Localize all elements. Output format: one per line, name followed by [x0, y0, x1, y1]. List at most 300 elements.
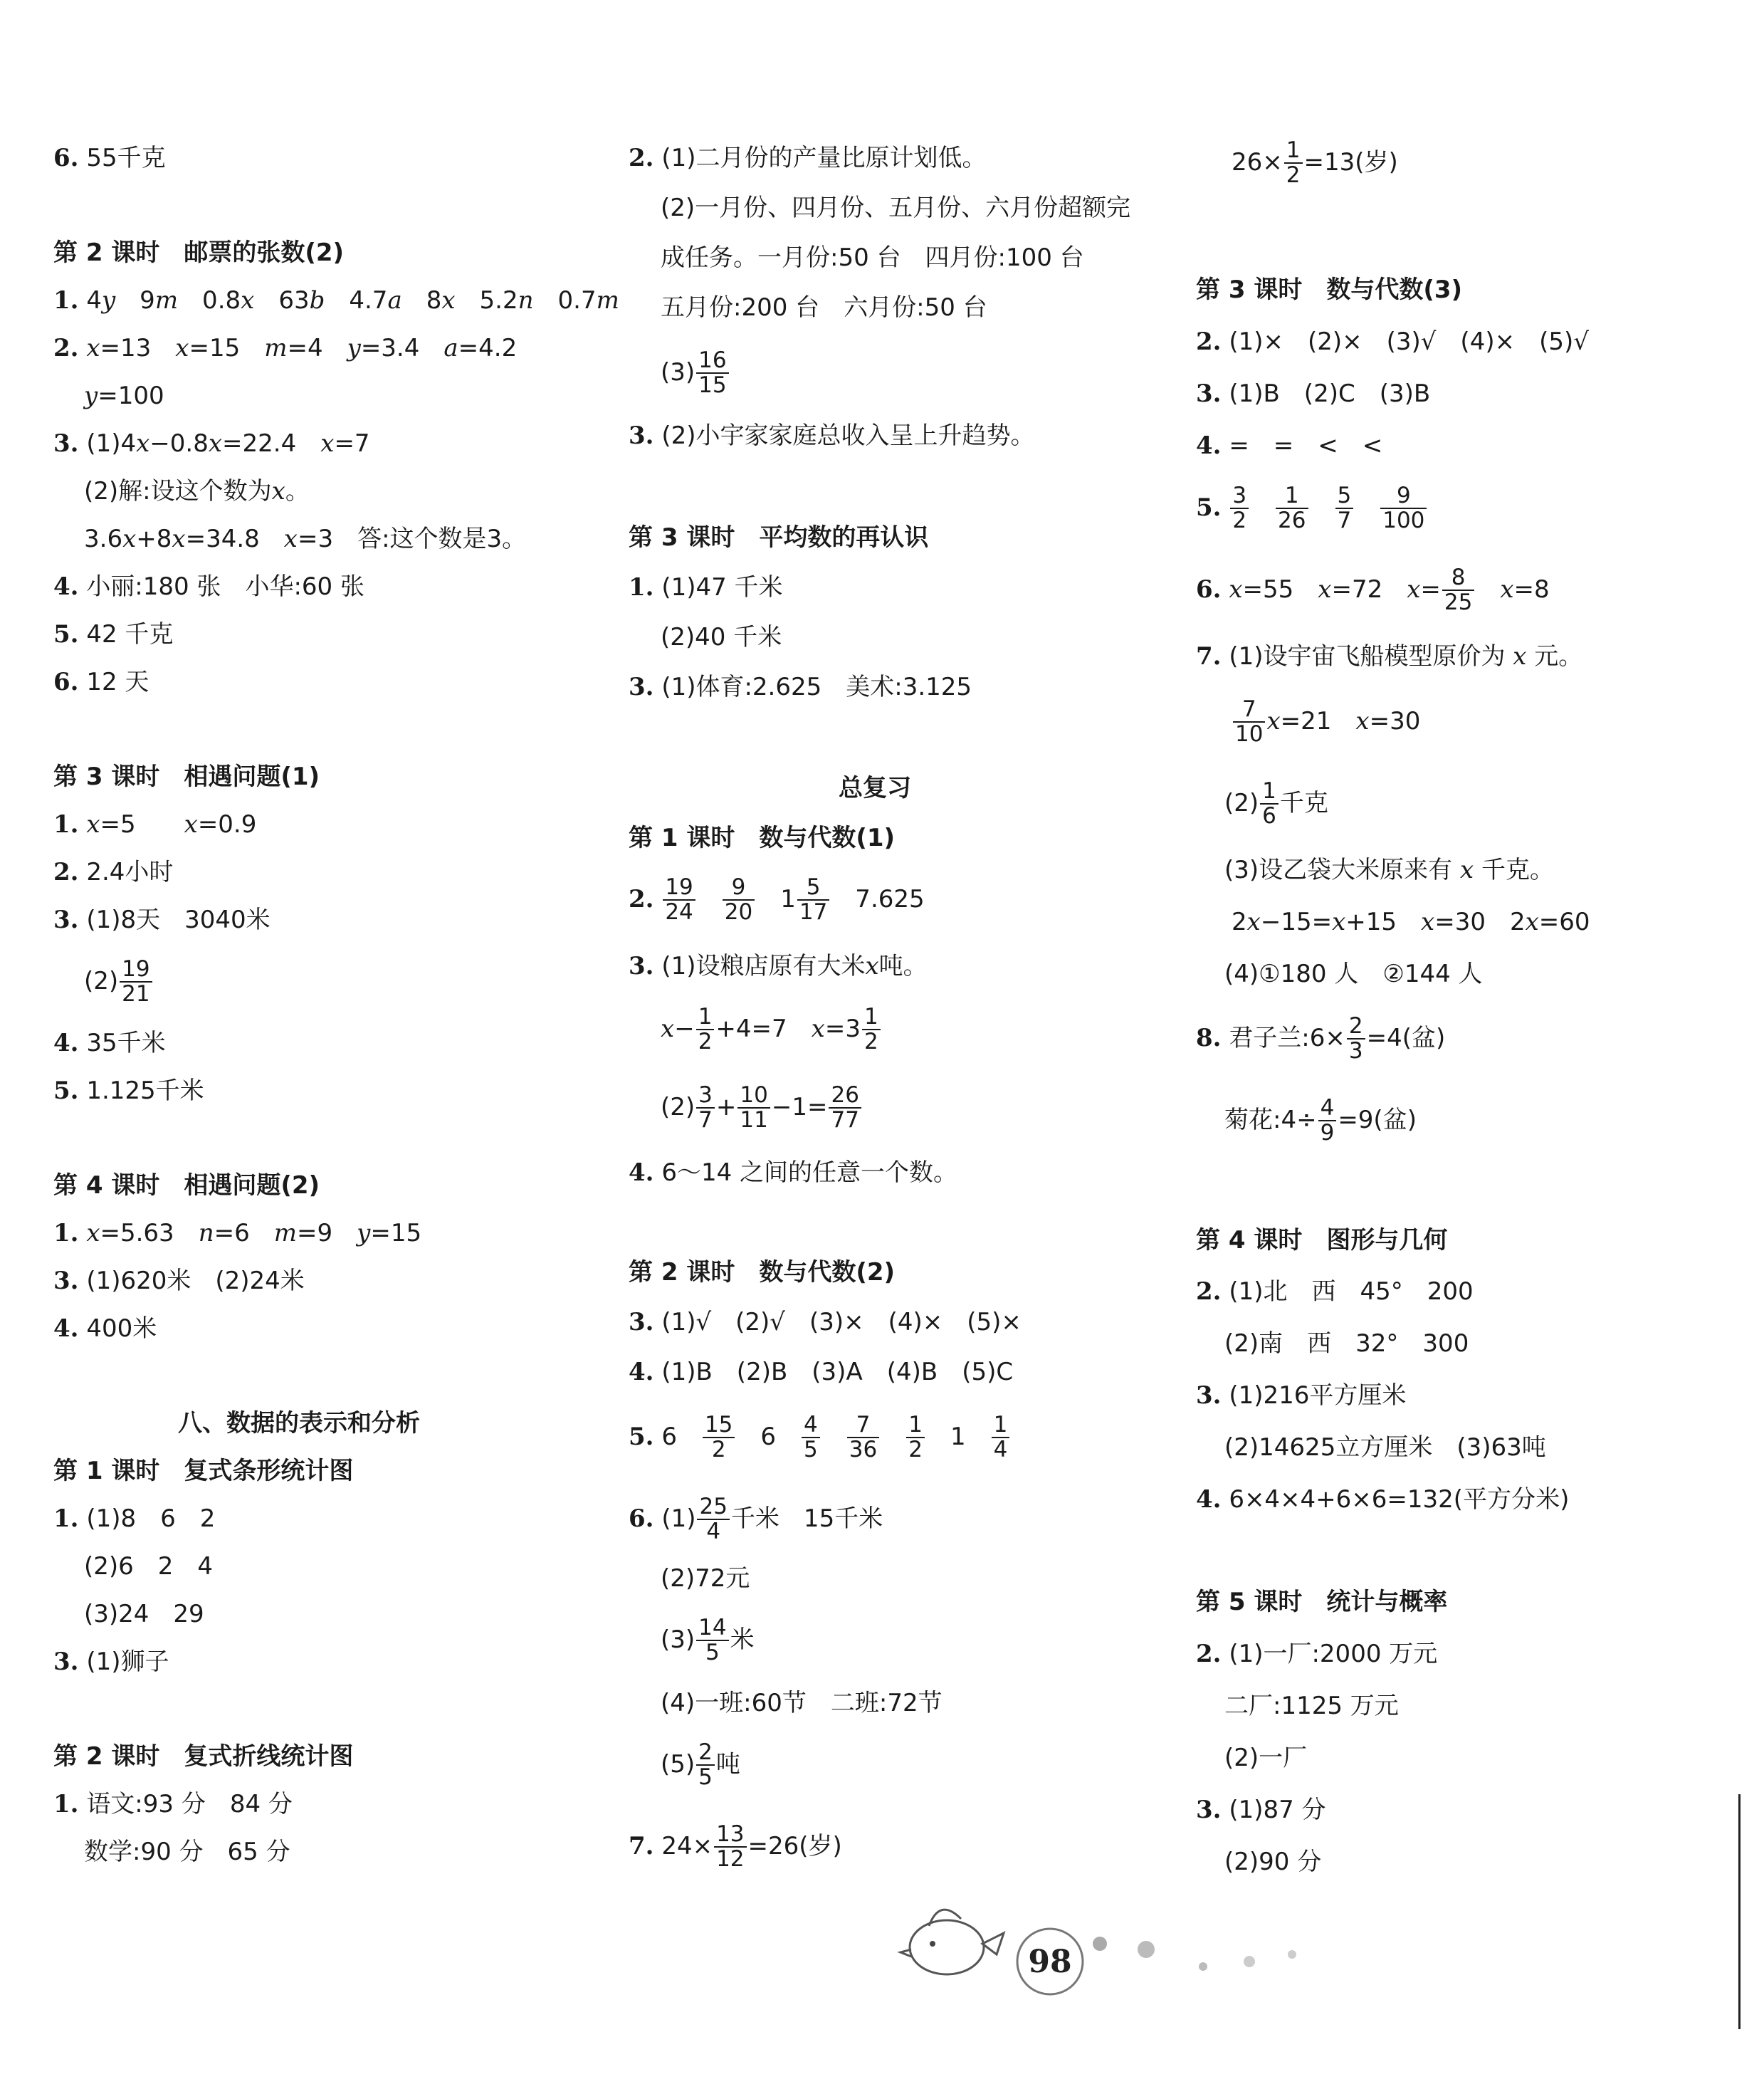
text-segment: +15: [1345, 908, 1422, 936]
answer-line: [629, 421, 1035, 450]
answer-line: [661, 295, 987, 320]
fraction: [696, 1741, 715, 1790]
answer-line: [661, 1741, 740, 1790]
text-segment: =26(岁): [747, 1831, 842, 1860]
numerator: 4: [802, 1413, 820, 1438]
denominator: 21: [122, 981, 150, 1007]
variable: x: [1318, 575, 1332, 604]
text-segment: 千克: [1279, 788, 1328, 817]
section-heading: 第 1 课时 数与代数(1): [629, 824, 896, 852]
question-number: 4.: [53, 1314, 79, 1343]
text-segment: 千克。: [1474, 856, 1554, 884]
text-segment: (2)90 分: [1224, 1848, 1322, 1876]
section-heading: 第 3 课时 数与代数(3): [1196, 276, 1463, 304]
variable: x: [122, 525, 137, 553]
numerator: 8: [1442, 566, 1474, 591]
variable: x: [1459, 856, 1474, 884]
answer-line: [629, 1495, 883, 1544]
numerator: 1: [1276, 484, 1308, 509]
text-segment: 12 天: [86, 668, 149, 696]
numerator: 7: [847, 1413, 879, 1438]
text-segment: =15: [370, 1219, 422, 1247]
answer-line: [1196, 1642, 1437, 1666]
answer-line: [661, 1616, 755, 1665]
answer-line: [1224, 1096, 1417, 1146]
question-number: 4.: [629, 1358, 654, 1386]
fraction: [906, 1413, 925, 1462]
denominator: 9: [1320, 1120, 1335, 1146]
text-segment: (2)一月份、四月份、五月份、六月份超额完: [661, 194, 1131, 222]
question-number: 5.: [1196, 493, 1222, 522]
denominator: 2: [711, 1437, 726, 1463]
answer-line: [661, 1005, 882, 1054]
text-segment: =0.9: [197, 810, 257, 839]
text-segment: 数学:90 分 65 分: [84, 1838, 290, 1866]
fraction: [737, 1084, 770, 1133]
text-segment: (1)二月份的产量比原计划低。: [661, 144, 987, 172]
denominator: 5: [705, 1640, 720, 1666]
answer-line: [53, 908, 271, 932]
numerator: 13: [714, 1823, 746, 1848]
text-segment: 6×4×4+6×6=132(平方分米): [1229, 1485, 1570, 1514]
question-number: 3.: [1196, 1796, 1222, 1824]
text-segment: =30 2: [1434, 908, 1526, 936]
denominator: 24: [665, 899, 693, 926]
numerator: 16: [696, 349, 728, 374]
answer-line: [1196, 330, 1589, 354]
section-heading: 八、数据的表示和分析: [178, 1409, 420, 1438]
text-segment: =3 答:这个数是3。: [297, 525, 527, 553]
question-number: 1.: [53, 1504, 79, 1533]
answer-line: [1196, 644, 1582, 669]
question-number: 5.: [53, 620, 79, 649]
denominator: 100: [1382, 508, 1425, 534]
text-segment: 米: [730, 1625, 755, 1654]
answer-line: [53, 1316, 157, 1341]
denominator: 17: [799, 899, 828, 926]
text-segment: (2)72元: [661, 1564, 750, 1593]
variable: x: [320, 429, 335, 458]
question-number: 4.: [53, 1029, 79, 1057]
answer-line: [53, 1792, 293, 1816]
bird-mascot-icon: [890, 1894, 1011, 1986]
page-number: 98: [1028, 1944, 1072, 1980]
numerator: 7: [1233, 698, 1265, 723]
text-segment: (1)北 西 45° 200: [1229, 1277, 1474, 1306]
fraction: [723, 876, 755, 925]
text-segment: =9(盆): [1338, 1105, 1417, 1134]
answer-line: [53, 812, 256, 837]
text-segment: (1)87 分: [1229, 1796, 1326, 1824]
text-segment: (1)8天 3040米: [86, 906, 271, 934]
variable: x: [86, 810, 100, 839]
question-number: 5.: [53, 1077, 79, 1105]
text-segment: =9: [296, 1219, 357, 1247]
fraction: [663, 876, 695, 925]
text-segment: =15: [189, 334, 265, 362]
text-segment: (3): [661, 357, 695, 387]
section-heading: 第 5 课时 统计与概率: [1196, 1588, 1448, 1616]
text-segment: (2)一厂: [1224, 1744, 1308, 1772]
question-number: 7.: [1196, 642, 1222, 671]
numerator: 4: [1318, 1096, 1337, 1121]
answer-line: [53, 1504, 216, 1533]
numerator: 3: [696, 1084, 715, 1109]
answer-line: [629, 1413, 1011, 1462]
text-segment: 6: [661, 1422, 701, 1451]
denominator: 4: [993, 1437, 1008, 1463]
text-segment: =13(岁): [1303, 147, 1398, 177]
text-segment: 1: [756, 884, 796, 913]
question-number: 4.: [1196, 1485, 1222, 1514]
question-number: 3.: [53, 906, 79, 934]
text-segment: [881, 1423, 905, 1451]
variable: x: [175, 334, 189, 362]
answer-line: [1232, 698, 1420, 747]
answer-line: [629, 675, 972, 699]
text-segment: (1)B (2)B (3)A (4)B (5)C: [661, 1358, 1014, 1386]
text-segment: [821, 1423, 846, 1451]
text-segment: =5: [100, 810, 184, 839]
question-number: 6.: [1196, 575, 1222, 604]
fraction: [697, 1495, 729, 1544]
variable: n: [198, 1219, 214, 1247]
denominator: 26: [1278, 508, 1306, 534]
text-segment: =7: [334, 429, 370, 458]
text-segment: 5.2: [455, 286, 518, 315]
section-heading: 第 3 课时 相遇问题(1): [53, 763, 320, 791]
question-number: 2.: [1196, 1277, 1222, 1306]
text-segment: 千米 15千米: [730, 1504, 883, 1533]
denominator: 2: [863, 1029, 878, 1055]
answer-line: [84, 958, 154, 1007]
answer-line: [53, 1269, 305, 1293]
text-segment: 小丽:180 张 小华:60 张: [86, 572, 364, 601]
text-segment: =8: [1513, 575, 1550, 604]
denominator: 36: [849, 1437, 878, 1463]
fraction: [696, 1084, 715, 1133]
section-heading: 总复习: [839, 774, 911, 802]
section-heading: 第 2 课时 邮票的张数(2): [53, 239, 345, 267]
text-segment: 五月份:200 台 六月份:50 台: [661, 293, 987, 322]
variable: x: [1355, 706, 1370, 735]
fraction: [829, 1084, 861, 1133]
answer-line: [1224, 962, 1483, 986]
fraction: [714, 1823, 746, 1872]
denominator: 20: [724, 899, 753, 926]
denominator: 5: [804, 1437, 818, 1463]
question-number: 4.: [1196, 431, 1222, 460]
text-segment: −0.8: [149, 429, 209, 458]
question-number: 2.: [1196, 328, 1222, 356]
answer-line: [661, 349, 730, 398]
variable: x: [1332, 908, 1346, 936]
text-segment: −15=: [1260, 908, 1333, 936]
answer-line: [53, 336, 517, 360]
answer-line: [661, 625, 782, 649]
numerator: 9: [1380, 484, 1427, 509]
text-segment: =5.63: [100, 1219, 199, 1247]
numerator: 1: [1260, 780, 1279, 805]
text-segment: =4.2: [458, 334, 518, 362]
question-number: 5.: [629, 1422, 654, 1451]
text-segment: (2): [1224, 788, 1259, 817]
decorative-dots-icon: [1086, 1922, 1313, 2001]
denominator: 25: [1444, 590, 1473, 616]
question-number: 3.: [1196, 379, 1222, 408]
variable: x: [1513, 642, 1527, 671]
text-segment: 成任务。一月份:50 台 四月份:100 台: [661, 244, 1084, 272]
text-segment: [1476, 575, 1500, 604]
section-heading: 第 1 课时 复式条形统计图: [53, 1457, 354, 1485]
page-number-badge: [1011, 1922, 1089, 2001]
question-number: 3.: [629, 952, 654, 980]
fraction: [1380, 484, 1427, 533]
denominator: 77: [831, 1107, 859, 1133]
fraction: [1335, 484, 1354, 533]
text-segment: (1)B (2)C (3)B: [1229, 379, 1431, 408]
text-segment: (2)南 西 32° 300: [1224, 1329, 1469, 1358]
text-segment: (3)设乙袋大米原来有: [1224, 856, 1460, 884]
variable: x: [1229, 575, 1243, 604]
section-heading: 第 3 课时 平均数的再认识: [629, 523, 929, 552]
text-segment: (4)①180 人 ②144 人: [1224, 960, 1483, 988]
text-segment: (2)解:设这个数为: [84, 477, 272, 506]
denominator: 7: [698, 1107, 713, 1133]
variable: x: [441, 286, 456, 315]
variable: a: [387, 286, 402, 315]
answer-line: [1196, 484, 1428, 533]
answer-line: [1196, 1487, 1569, 1512]
question-number: 8.: [1196, 1023, 1222, 1052]
variable: m: [273, 1219, 297, 1247]
answer-line: [629, 1310, 1022, 1334]
text-segment: 2: [1232, 908, 1247, 936]
variable: y: [357, 1219, 371, 1247]
text-segment: 42 千克: [86, 620, 174, 649]
text-segment: 2.4小时: [86, 858, 174, 886]
text-segment: (3): [661, 1625, 695, 1654]
question-number: 3.: [53, 429, 79, 458]
fraction: [797, 876, 829, 925]
answer-line: [1224, 858, 1554, 882]
text-segment: (2): [661, 1092, 695, 1121]
question-number: 1.: [53, 286, 79, 315]
text-segment: (1): [661, 1504, 696, 1533]
answer-line: [53, 1650, 169, 1674]
variable: x: [241, 286, 255, 315]
question-number: 3.: [629, 421, 654, 450]
text-segment: =3.4: [360, 334, 444, 362]
text-segment: (1)216平方厘米: [1229, 1381, 1407, 1410]
denominator: 2: [1286, 162, 1301, 189]
text-segment: [1310, 493, 1334, 522]
text-segment: [697, 885, 721, 913]
fraction: [847, 1413, 879, 1462]
denominator: 15: [698, 372, 727, 399]
text-segment: 9: [115, 286, 155, 315]
text-segment: 君子兰:6×: [1229, 1023, 1345, 1052]
numerator: 10: [737, 1084, 770, 1109]
variable: x: [661, 1014, 675, 1043]
variable: x: [1500, 575, 1514, 604]
answer-line: [661, 196, 1130, 220]
text-segment: =34.8: [185, 525, 284, 553]
text-segment: 63: [254, 286, 310, 315]
question-number: 3.: [1196, 1381, 1222, 1410]
denominator: 3: [1348, 1038, 1363, 1064]
numerator: 1: [1284, 139, 1303, 164]
fraction: [1276, 484, 1308, 533]
text-segment: (1)设粮店原有大米: [661, 952, 866, 980]
fraction: [703, 1413, 735, 1462]
text-segment: 8: [401, 286, 442, 315]
variable: x: [271, 477, 285, 506]
variable: x: [208, 429, 223, 458]
text-segment: 1: [925, 1422, 990, 1451]
denominator: 6: [1262, 803, 1276, 829]
text-segment: (2)小宇家家庭总收入呈上升趋势。: [661, 421, 1035, 450]
section-heading: 第 2 课时 复式折线统计图: [53, 1742, 354, 1771]
text-segment: [1355, 493, 1379, 522]
answer-line: [84, 1602, 204, 1626]
question-number: 1.: [53, 1219, 79, 1247]
variable: m: [264, 334, 288, 362]
variable: n: [518, 286, 534, 315]
answer-line: [1196, 1015, 1445, 1064]
answer-line: [53, 1221, 421, 1245]
denominator: 4: [706, 1519, 721, 1545]
answer-line: [1196, 379, 1431, 408]
answer-line: [629, 573, 783, 602]
question-number: 1.: [53, 810, 79, 839]
question-number: 1.: [629, 573, 654, 602]
text-segment: 26×: [1232, 147, 1283, 177]
answer-line: [84, 527, 526, 551]
text-segment: =100: [98, 382, 164, 410]
text-segment: (1)8 6 2: [86, 1504, 216, 1533]
text-segment: 吨: [715, 1749, 740, 1779]
variable: x: [86, 334, 100, 362]
answer-line: [53, 572, 364, 601]
variable: x: [86, 1219, 100, 1247]
text-segment: 语文:93 分 84 分: [86, 1790, 293, 1818]
question-number: 2.: [1196, 1640, 1222, 1668]
text-segment: +4=7: [715, 1014, 812, 1043]
numerator: 2: [696, 1741, 715, 1766]
text-segment: =22.4: [222, 429, 321, 458]
question-number: 6.: [629, 1504, 654, 1533]
text-segment: (1)47 千米: [661, 573, 783, 602]
fraction: [802, 1413, 820, 1462]
denominator: 5: [698, 1764, 713, 1791]
denominator: 12: [716, 1846, 745, 1873]
numerator: 25: [697, 1495, 729, 1520]
answer-line: [1224, 1746, 1307, 1770]
answer-line: [53, 860, 173, 884]
text-segment: −1=: [771, 1092, 828, 1121]
answer-line: [1196, 566, 1550, 615]
numerator: 26: [829, 1084, 861, 1109]
denominator: 2: [698, 1029, 713, 1055]
denominator: 11: [740, 1107, 768, 1133]
fraction: [1233, 698, 1265, 747]
text-segment: =60: [1538, 908, 1590, 936]
text-segment: =: [1420, 575, 1441, 604]
text-segment: =3: [824, 1014, 861, 1043]
question-number: 1.: [53, 1790, 79, 1818]
denominator: 2: [1232, 508, 1247, 534]
question-number: 4.: [629, 1158, 654, 1187]
answer-line: [629, 954, 928, 978]
text-segment: 6: [736, 1422, 801, 1451]
answer-line: [53, 620, 174, 649]
variable: y: [84, 382, 98, 410]
denominator: 10: [1235, 721, 1264, 748]
question-number: 2.: [629, 884, 654, 913]
variable: a: [443, 334, 458, 362]
text-segment: = = < <: [1229, 431, 1383, 460]
text-segment: (2)14625立方厘米 (3)63吨: [1224, 1433, 1546, 1462]
answer-line: [629, 1158, 958, 1187]
text-segment: (2)40 千米: [661, 623, 782, 651]
answer-line: [1196, 1279, 1474, 1304]
variable: x: [184, 810, 198, 839]
variable: y: [347, 334, 361, 362]
text-segment: (1)一厂:2000 万元: [1229, 1640, 1438, 1668]
answer-line: [1224, 780, 1328, 829]
text-segment: =21: [1280, 706, 1356, 735]
answer-line: [1224, 1435, 1546, 1460]
answer-line: [84, 477, 310, 506]
numerator: 5: [797, 876, 829, 901]
answer-line: [1224, 1331, 1469, 1356]
numerator: 1: [992, 1413, 1010, 1438]
text-segment: (1)620米 (2)24米: [86, 1267, 305, 1295]
answer-line: [661, 1566, 750, 1591]
fraction: [1347, 1015, 1365, 1064]
answer-line: [661, 1691, 943, 1715]
question-number: 3.: [629, 1308, 654, 1336]
question-number: 2.: [629, 144, 654, 172]
numerator: 14: [696, 1616, 728, 1641]
answer-line: [84, 1552, 214, 1581]
denominator: 7: [1337, 508, 1352, 534]
text-segment: (1)体育:2.625 美术:3.125: [661, 673, 972, 701]
variable: m: [596, 286, 619, 315]
numerator: 15: [703, 1413, 735, 1438]
variable: x: [811, 1014, 825, 1043]
margin-rule: [1738, 1794, 1741, 2029]
text-segment: (4)一班:60节 二班:72节: [661, 1689, 943, 1717]
answer-line: [1224, 1850, 1321, 1874]
text-segment: 6～14 之间的任意一个数。: [661, 1158, 958, 1187]
fraction: [1230, 484, 1249, 533]
answer-line: [629, 1360, 1013, 1384]
variable: x: [1407, 575, 1421, 604]
variable: b: [309, 286, 325, 315]
section-heading: 第 4 课时 图形与几何: [1196, 1226, 1448, 1255]
text-segment: 55千克: [86, 144, 166, 172]
text-segment: 二厂:1125 万元: [1224, 1692, 1399, 1720]
answer-line: [53, 288, 619, 313]
variable: x: [1525, 908, 1539, 936]
fraction: [992, 1413, 1010, 1462]
text-segment: +8: [136, 525, 172, 553]
denominator: 2: [908, 1437, 923, 1463]
text-segment: −: [674, 1014, 695, 1043]
answer-line: [1196, 1383, 1406, 1408]
